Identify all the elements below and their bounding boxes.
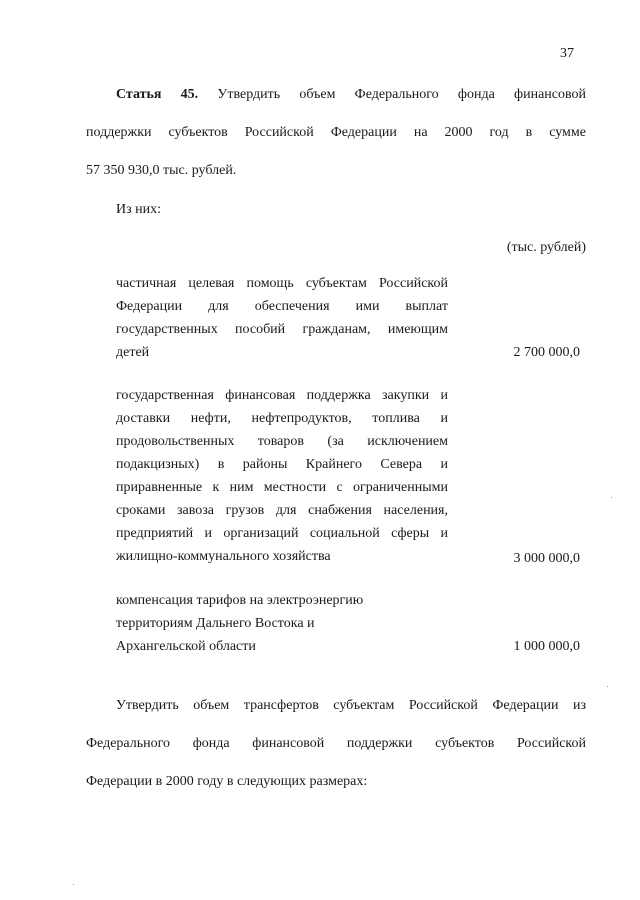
item-2-line-1: государственная финансовая поддержка закупки и [116,388,448,403]
item-2-line-7: предприятий и организаций социальной сферы и [116,526,448,541]
item-2-line-5: приравненные к ним местности с ограниченными [116,480,448,495]
scan-speck [73,884,74,885]
item-2-line-6: сроками завоза грузов для снабжения населения, [116,503,448,518]
transfers-line-3: Федерации в 2000 году в следующих размерах: [86,774,368,789]
article-line-1-text: Утвердить объем Федерального фонда финансовой [217,87,587,102]
item-2-line-3: продовольственных товаров (за исключением [116,434,448,449]
item-1-line-1: частичная целевая помощь субъектам Российской [116,276,448,291]
scan-speck [611,497,612,498]
item-2-line-8: жилищно-коммунального хозяйства [116,549,331,564]
item-2-line-4: подакцизных) в районы Крайнего Севера и [116,457,448,472]
article-line-1 [116,86,586,104]
item-3-line-3: Архангельской области [116,639,256,654]
transfers-line-2: Федерального фонда финансовой поддержки субъектов Российской [86,736,586,751]
item-1-line-3: государственных пособий гражданам, имеющим [116,322,448,337]
article-line-2: поддержки субъектов Российской Федерации на 2000 год в сумме [86,125,586,140]
item-3-line-1: компенсация тарифов на электроэнергию [116,593,364,608]
item-2-amount: 3 000 000,0 [513,551,580,566]
item-3-amount: 1 000 000,0 [513,639,580,654]
page-number: 37 [560,46,574,61]
article-line-3: 57 350 930,0 тыс. рублей. [86,163,237,178]
scan-speck [607,686,608,687]
units-label: (тыс. рублей) [506,240,586,255]
item-1-amount: 2 700 000,0 [513,345,580,360]
transfers-line-1: Утвердить объем трансфертов субъектам Российской Федерации из [116,698,586,713]
of-them-label: Из них: [116,202,162,217]
item-3-line-2: территориям Дальнего Востока и [116,616,315,631]
item-1-line-4: детей [116,345,150,360]
article-label: Статья 45. [116,87,199,102]
item-1-line-2: Федерации для обеспечения ими выплат [116,299,448,314]
item-2-line-2: доставки нефти, нефтепродуктов, топлива и [116,411,448,426]
